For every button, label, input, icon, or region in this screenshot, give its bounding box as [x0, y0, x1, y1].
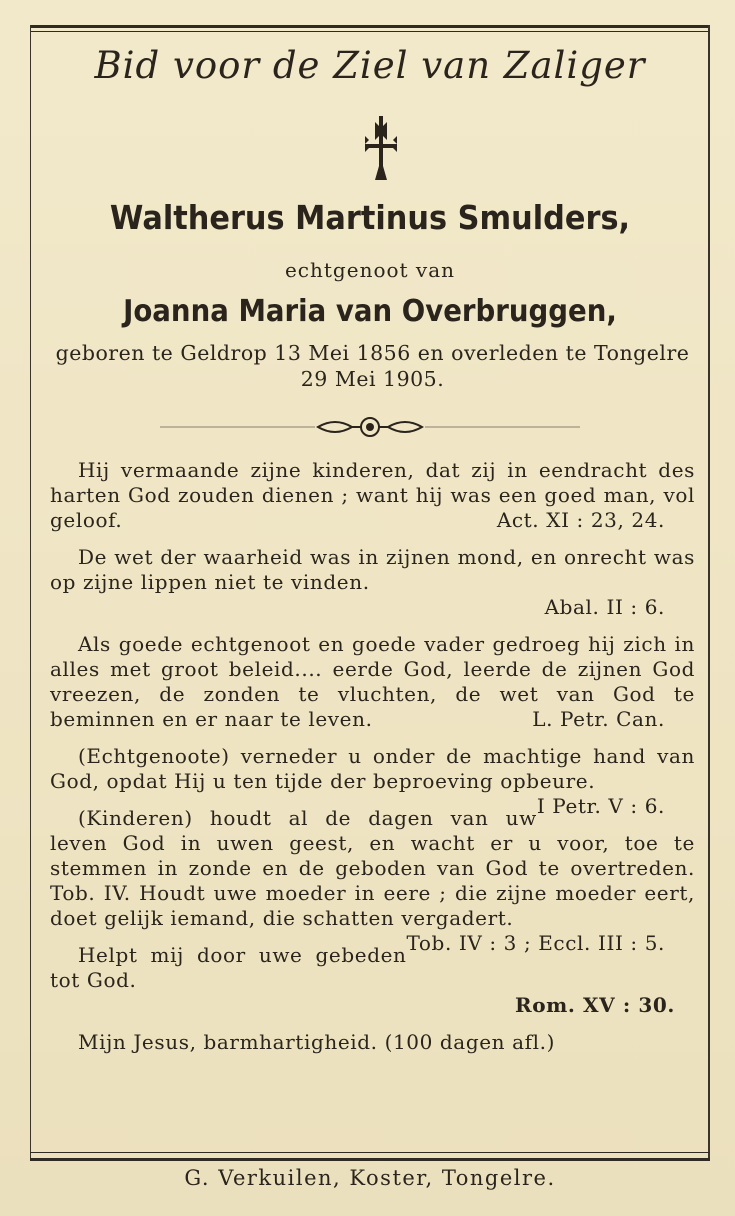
paragraph-ref: Tob. IV : 3 ; Eccl. III : 5. [406, 931, 665, 955]
final-line [50, 1030, 695, 1055]
paragraph-text: (Kinderen) houdt al de dagen van uw leven God in uwen geest, en wacht er u voor, toe te stemmen in zonde en de geboden van God te overtreden. Tob. IV. Houdt uwe moeder in eere ; die zijne moeder eert, doet gelijk iemand, die schatten vergadert. [50, 806, 695, 930]
spouse-intro: echtgenoot van [284, 258, 456, 282]
spouse-name: Joanna Maria van Overbruggen, [123, 294, 617, 329]
left-border [30, 25, 31, 1160]
paragraph-ref: Abal. II : 6. [544, 595, 665, 619]
paragraph-5 [50, 806, 695, 955]
paragraph-ref: I Petr. V : 6. [536, 794, 665, 818]
right-border [708, 25, 710, 1160]
paragraph-text: Hij vermaande zijne kinderen, dat zij in eendracht des harten God zouden dienen ; want hij was een goed man, vol geloof. [50, 458, 695, 532]
paragraph-text: (Echtgenoote) verneder u onder de machtige hand van God, opdat Hij u ten tijde der beproeving opbeure. [50, 744, 695, 793]
bottom-border [30, 1158, 710, 1161]
cross-icon [363, 114, 399, 182]
paragraph-ref: Rom. XV : 30. [515, 993, 675, 1017]
final-line-text: Mijn Jesus, barmhartigheid. (100 dagen afl.) [78, 1030, 555, 1054]
bottom-border-thin [30, 1152, 710, 1153]
top-border [30, 25, 710, 28]
paragraph-1 [50, 458, 695, 533]
paragraph-text: De wet der waarheid was in zijnen mond, en onrecht was op zijne lippen niet te vinden. [50, 545, 695, 594]
birth-death-line: geboren te Geldrop 13 Mei 1856 en overleden te Tongelre 29 Mei 1905. [55, 341, 690, 391]
paragraph-4 [50, 744, 695, 818]
paragraph-text: Helpt mij door uwe gebeden tot God. [50, 943, 407, 992]
top-border-thin [30, 31, 710, 32]
deceased-name: Waltherus Martinus Smulders, [109, 198, 631, 237]
scripture-body [50, 458, 695, 1067]
prayer-header: Bid voor de Ziel van Zaliger [94, 44, 646, 87]
ornament-divider [160, 414, 580, 440]
paragraph-ref: Act. XI : 23, 24. [496, 508, 665, 532]
paragraph-2 [50, 545, 695, 620]
paragraph-3 [50, 632, 695, 732]
paragraph-text: Als goede echtgenoot en goede vader gedroeg hij zich in alles met groot beleid.... eerde God, leerde de zijnen God vreezen, de zonden te vluchten, de wet van God te beminnen en er naar te leven. [50, 632, 695, 731]
printer-footer: G. Verkuilen, Koster, Tongelre. [184, 1166, 556, 1190]
paragraph-ref: L. Petr. Can. [532, 707, 665, 731]
